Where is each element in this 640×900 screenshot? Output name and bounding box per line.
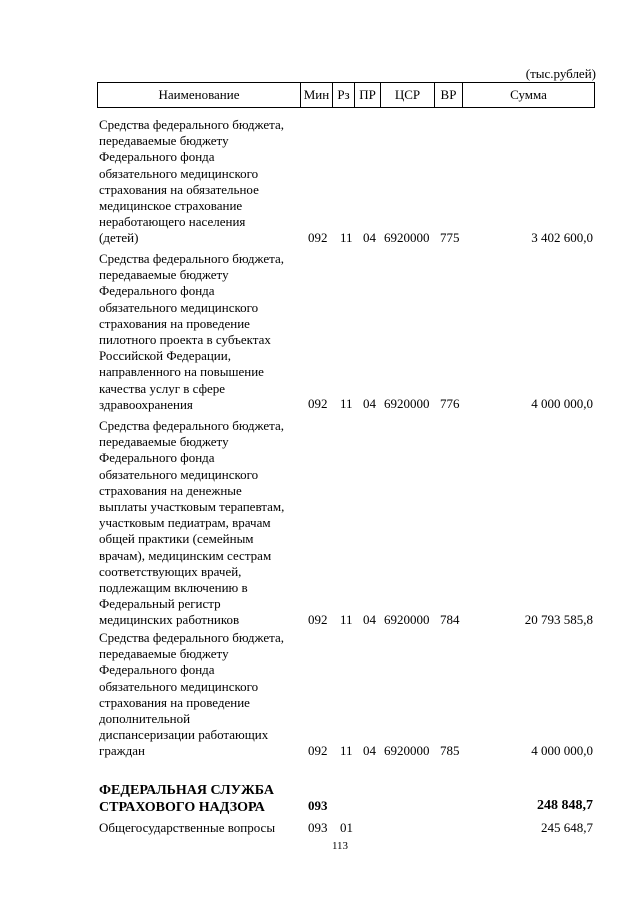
row-codes [97,612,595,628]
code-vr: 775 [440,230,460,245]
agency-codes [97,798,595,814]
row-codes [97,396,595,412]
code-csr: 6920000 [384,743,430,758]
header-csr: ЦСР [381,83,435,107]
row-sum: 20 793 585,8 [524,612,593,627]
row-codes [97,743,595,759]
code-min: 092 [308,612,328,627]
general-name: Общегосударственные вопросы [99,820,276,835]
agency-sum: 248 848,7 [537,798,593,813]
header-pr: ПР [355,83,381,107]
code-rz: 11 [340,612,353,627]
row-sum: 4 000 000,0 [531,743,593,758]
row-name: Средства федерального бюджета, передаваемые бюджету Федерального фонда обязательного медицинского страхования на денежные выплаты участковым терапевтам, участковым педиатрам, врачам общей практики (семейным врачам), медицинским сестрам соответствующих врачей, подлежащим включению в Федеральный регистр медицинских работников [99,418,285,628]
code-rz: 11 [340,396,353,411]
agency-name: ФЕДЕРАЛЬНАЯ СЛУЖБА СТРАХОВОГО НАДЗОРА [99,783,274,815]
code-rz: 11 [340,230,353,245]
page-number: 113 [331,840,349,852]
general-rz: 01 [340,820,353,835]
code-csr: 6920000 [384,612,430,627]
code-min: 092 [308,230,328,245]
header-name: Наименование [98,83,301,107]
row-name: Средства федерального бюджета, передаваемые бюджету Федерального фонда обязательного медицинского страхования на обязательное медицинское страхование неработающего населения (детей) [99,117,284,246]
header-rz: Рз [333,83,355,107]
header-vr: ВР [435,83,463,107]
agency-min: 093 [308,798,328,813]
row-codes [97,230,595,246]
code-csr: 6920000 [384,396,430,411]
general-min: 093 [308,820,328,835]
code-vr: 785 [440,743,460,758]
header-sum: Сумма [510,87,547,102]
row-sum: 3 402 600,0 [531,230,593,245]
code-pr: 04 [363,230,376,245]
code-rz: 11 [340,743,353,758]
row-name: Средства федерального бюджета, передаваемые бюджету Федерального фонда обязательного медицинского страхования на проведение пилотного проекта в субъектах Российской Федерации, направленного на повышение качества услуг в сфере здравоохранения [99,251,284,412]
table-header [97,82,595,108]
code-min: 092 [308,743,328,758]
code-pr: 04 [363,743,376,758]
header-min: Мин [301,83,333,107]
code-vr: 784 [440,612,460,627]
row-name: Средства федерального бюджета, передаваемые бюджету Федерального фонда обязательного медицинского страхования на проведение дополнительной диспансеризации работающих граждан [99,630,284,759]
row-sum: 4 000 000,0 [531,396,593,411]
units-label: (тыс.рублей) [525,66,596,81]
code-pr: 04 [363,612,376,627]
code-vr: 776 [440,396,460,411]
general-sum: 245 648,7 [541,820,593,835]
code-min: 092 [308,396,328,411]
general-codes [97,820,595,836]
code-csr: 6920000 [384,230,430,245]
code-pr: 04 [363,396,376,411]
